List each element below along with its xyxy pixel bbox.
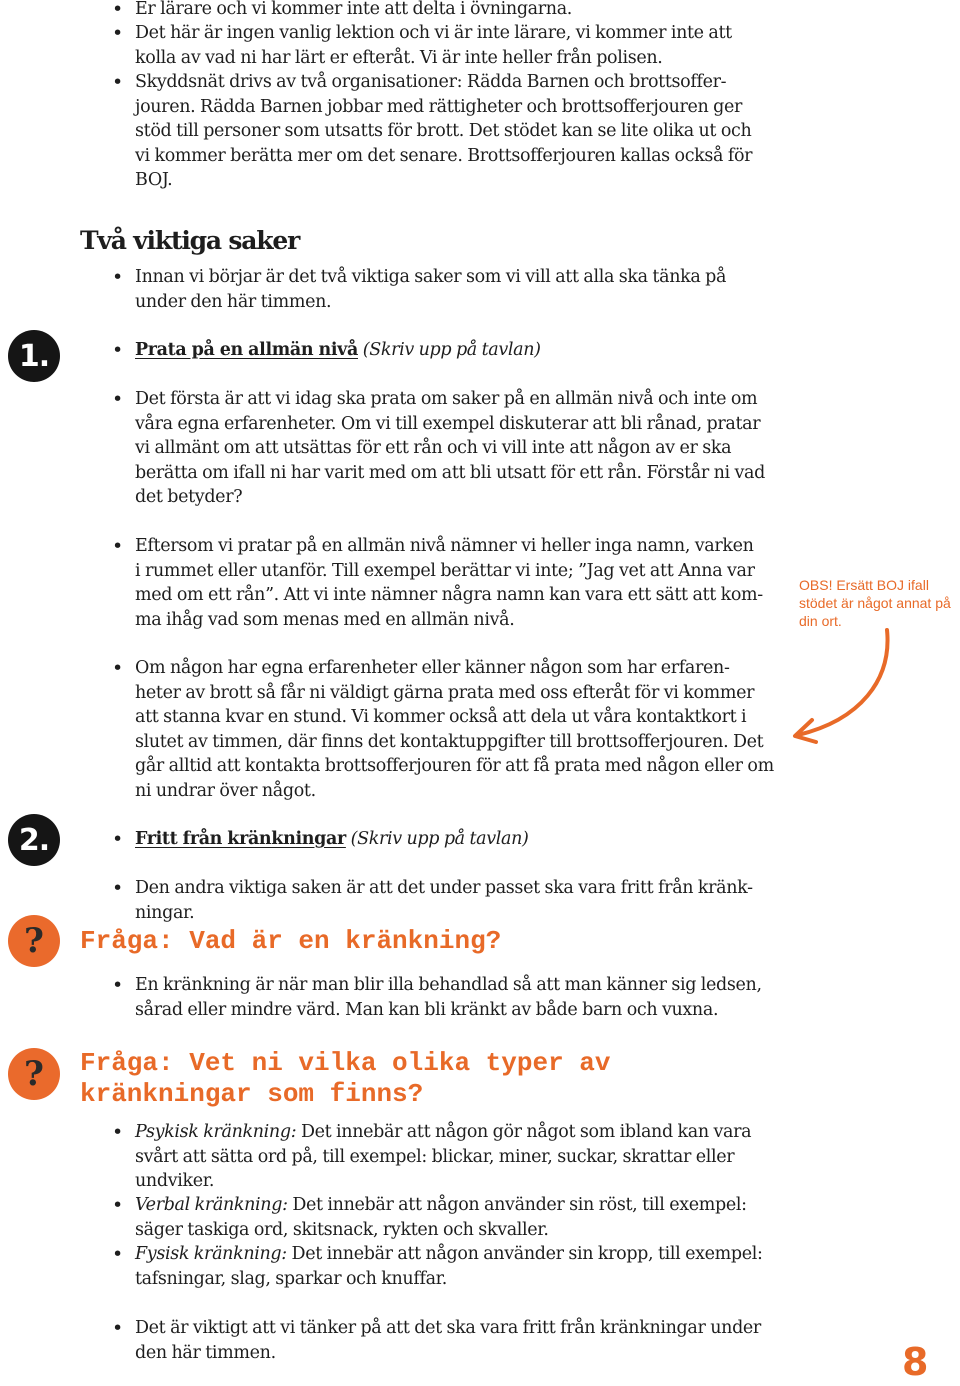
type-fysisk: Fysisk kränkning: Det innebär att någon använder sin kropp, till exempel: tafsningar, slag, sparkar och knuffar. (135, 1244, 763, 1289)
point2-note: (Skriv upp på tavlan) (350, 829, 529, 849)
bullet-icon: • (112, 22, 124, 44)
type-verbal: Verbal kränkning: Det innebär att någon använder sin röst, till exempel: säger taskiga ord, skitsnack, rykten och skvaller. (135, 1195, 747, 1240)
point1-title: Prata på en allmän nivå (135, 340, 358, 360)
section-intro: Innan vi börjar är det två viktiga saker som vi vill att alla ska tänka på under den här timmen. (135, 267, 727, 312)
number-badge-1: 1. (8, 330, 60, 382)
intro-bullet-2: Det här är ingen vanlig lektion och vi är inte lärare, vi kommer inte att kolla av vad ni har lärt er efteråt. Vi är inte heller från polisen. (135, 23, 732, 68)
bullet-icon: • (112, 0, 124, 20)
bullet-icon: • (112, 828, 124, 850)
bullet-icon: • (112, 535, 124, 557)
question-1-answer: En kränkning är när man blir illa behandlad så att man känner sig ledsen, sårad eller mindre värd. Man kan bli kränkt av både barn och vuxna. (135, 975, 762, 1020)
bullet-icon: • (112, 1121, 124, 1143)
type-psykisk: Psykisk kränkning: Det innebär att någon gör något som ibland kan vara svårt att sätta ord på, till exempel: blickar, miner, suckar, skrattar eller undviker. (135, 1122, 752, 1191)
bullet-icon: • (112, 1194, 124, 1216)
bullet-icon: • (112, 388, 124, 410)
bullet-icon: • (112, 1317, 124, 1339)
point1-note: (Skriv upp på tavlan) (362, 340, 541, 360)
question-1: Fråga: Vad är en kränkning? (80, 926, 502, 956)
question-2: Fråga: Vet ni vilka olika typer av kränkningar som finns? (80, 1048, 611, 1109)
question-mark-icon: ? (8, 1048, 60, 1100)
curved-arrow-icon (780, 620, 910, 750)
section-heading: Två viktiga saker (80, 226, 300, 255)
bullet-icon: • (112, 974, 124, 996)
point2-paragraph-1: Den andra viktiga saken är att det under passet ska vara fritt från kränk- ningar. (135, 878, 753, 923)
page-number: 8 (902, 1340, 929, 1384)
point1-paragraph-3: Om någon har egna erfarenheter eller känner någon som har erfaren- heter av brott så får ni väldigt gärna prata med oss efteråt för vi kommer att stanna kvar en stund. Vi kommer också att dela ut våra kontaktkort i slutet av timmen, där finns det kontaktuppgifter till brottsofferjouren. Det går alltid att kontakta brottsofferjouren för att få prata med någon eller om ni undrar över något. (135, 658, 774, 801)
bullet-icon: • (112, 266, 124, 288)
point1-paragraph-2: Eftersom vi pratar på en allmän nivå nämner vi heller inga namn, varken i rummet eller utanför. Till exempel berättar vi inte; ”Jag vet att Anna var med om ett rån”. Att vi inte nämner några namn kan vara ett sätt att kom- ma ihåg vad som menas med en allmän nivå. (135, 536, 763, 630)
bullet-icon: • (112, 1243, 124, 1265)
bullet-icon: • (112, 657, 124, 679)
bullet-icon: • (112, 71, 124, 93)
obs-note: OBS! Ersätt BOJ ifall stödet är något annat på din ort. (799, 577, 951, 629)
point1-title-line (135, 338, 763, 363)
intro-bullet-3: Skyddsnät drivs av två organisationer: Rädda Barnen och brottsoffer- jouren. Rädda Barnen jobbar med rättigheter och brottsofferjouren ger stöd till personer som utsatts för brott. Det stödet kan se lite olika ut och vi kommer berätta mer om det senare. Brottsofferjouren kallas också för BOJ. (135, 72, 753, 190)
point2-title-line (135, 827, 763, 852)
point2-title: Fritt från kränkningar (135, 829, 346, 849)
intro-bullet-1: Er lärare och vi kommer inte att delta i övningarna. (135, 0, 573, 19)
point1-paragraph-1: Det första är att vi idag ska prata om saker på en allmän nivå och inte om våra egna erfarenheter. Om vi till exempel diskuterar att bli rånad, pratar vi allmänt om att utsättas för ett rån och vi vill inte att någon av er ska berätta om ifall ni har varit med om att bli utsatt för ett rån. Förstår ni vad det betyder? (135, 389, 765, 507)
number-badge-2: 2. (8, 814, 60, 866)
bullet-icon: • (112, 339, 124, 361)
bullet-icon: • (112, 877, 124, 899)
question-mark-icon: ? (8, 915, 60, 967)
closing-paragraph: Det är viktigt att vi tänker på att det ska vara fritt från kränkningar under den här timmen. (135, 1318, 761, 1363)
